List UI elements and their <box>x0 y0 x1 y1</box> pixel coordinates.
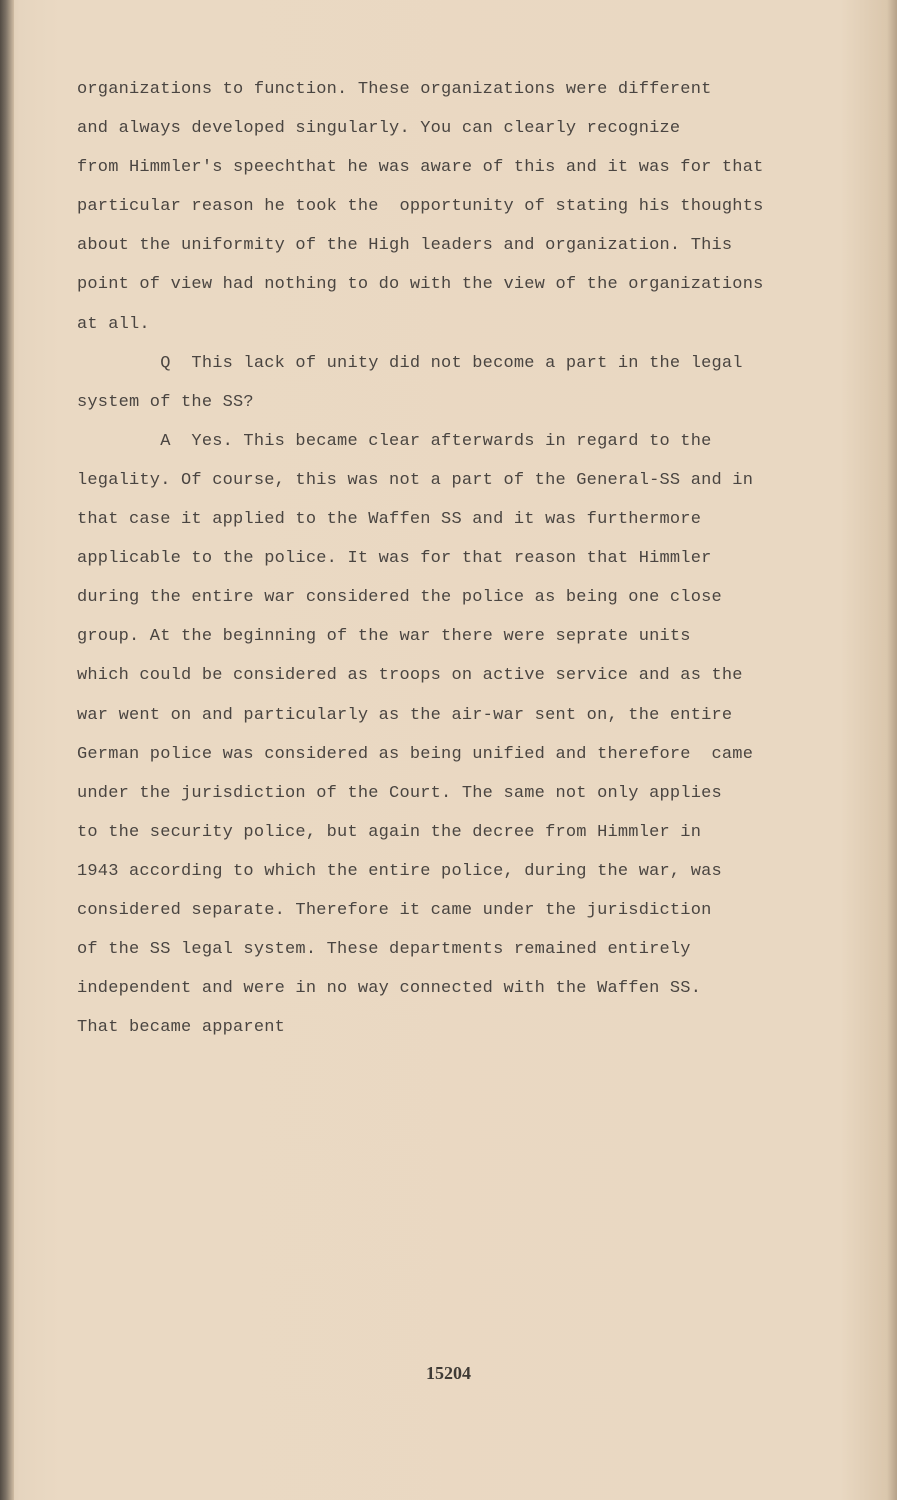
answer-line: A Yes. This became clear afterwards in regard to the <box>77 431 712 451</box>
paper-edge-shadow <box>0 0 14 1500</box>
text-line: that case it applied to the Waffen SS and it was furthermore <box>77 510 702 530</box>
text-line: war went on and particularly as the air-war sent on, the entire <box>77 705 733 725</box>
text-line: system of the SS? <box>77 392 254 412</box>
text-line: to the security police, but again the decree from Himmler in <box>77 822 702 842</box>
text-line: which could be considered as troops on active service and as the <box>77 666 743 686</box>
text-line: 1943 according to which the entire police, during the war, was <box>77 861 722 881</box>
text-line: during the entire war considered the police as being one close <box>77 588 722 608</box>
text-line: and always developed singularly. You can clearly recognize <box>77 119 681 139</box>
paper-edge-right <box>887 0 897 1500</box>
text-line: group. At the beginning of the war there were seprate units <box>77 627 691 647</box>
text-line: considered separate. Therefore it came under the jurisdiction <box>77 900 712 920</box>
text-line: from Himmler's speechthat he was aware of this and it was for that <box>77 158 764 178</box>
typed-transcript-text <box>77 70 852 1047</box>
question-line: Q This lack of unity did not become a part in the legal <box>77 353 743 373</box>
text-line: applicable to the police. It was for that reason that Himmler <box>77 549 712 569</box>
page-number: 15204 <box>426 1363 471 1383</box>
text-line: independent and were in no way connected with the Waffen SS. <box>77 979 702 999</box>
text-line: German police was considered as being unified and therefore came <box>77 744 754 764</box>
text-line: point of view had nothing to do with the view of the organizations <box>77 275 764 295</box>
text-line: under the jurisdiction of the Court. The same not only applies <box>77 783 722 803</box>
text-line: at all. <box>77 314 150 334</box>
text-line: organizations to function. These organizations were different <box>77 80 712 99</box>
text-line: That became apparent <box>77 1018 286 1038</box>
text-line: legality. Of course, this was not a part of the General-SS and in <box>77 470 754 490</box>
text-line: of the SS legal system. These departments remained entirely <box>77 940 691 960</box>
text-line: particular reason he took the opportunity of stating his thoughts <box>77 197 764 217</box>
text-line: about the uniformity of the High leaders and organization. This <box>77 236 733 256</box>
